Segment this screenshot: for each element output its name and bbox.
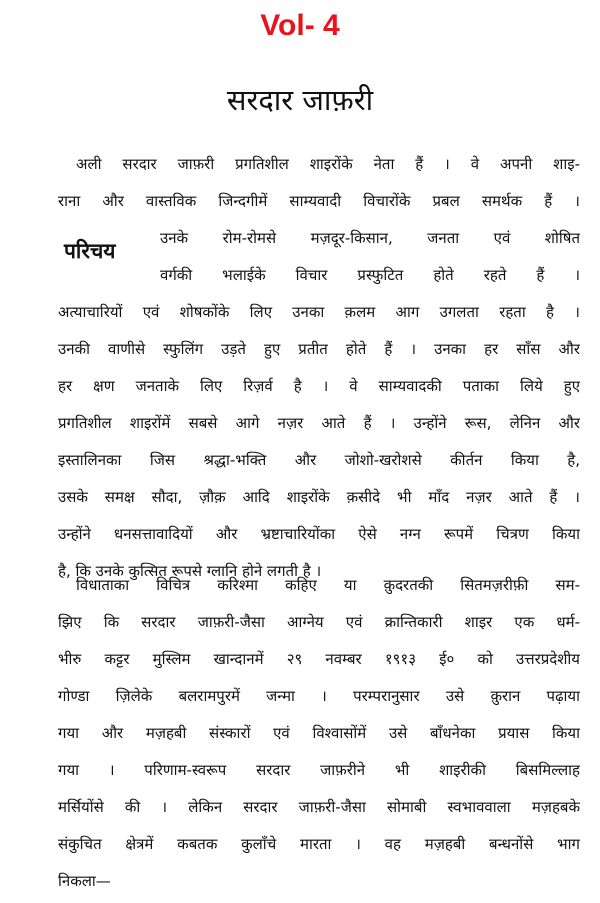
paragraph-2 <box>58 567 580 900</box>
paragraph-1-line: हर क्षण जनताके लिए रिज़र्व है । वे साम्यवादकी पताका लिये हुए <box>58 377 580 395</box>
paragraph-1-line: उनकी वाणीसे स्फुलिंग उड़ते हुए प्रतीत होते हैं । उनका हर साँस और <box>58 340 580 358</box>
paragraph-2-line: गया । परिणाम-स्वरूप सरदार जाफ़रीने भी शाइरीकी बिसमिल्लाह <box>58 761 580 779</box>
paragraph-1-line: वर्गकी भलाईके विचार प्रस्फुटित होते रहते हैं । <box>160 266 580 284</box>
paragraph-2-line: भीरु कट्टर मुस्लिम खान्दानमें २९ नवम्बर १९१३ ई० को उत्तरप्रदेशीय <box>58 650 580 668</box>
side-heading: परिचय <box>64 239 116 263</box>
paragraph-1-line: उसके समक्ष सौदा, ज़ौक़ आदि शाइरोंके क़सीदे भी माँद नज़र आते हैं । <box>58 488 580 506</box>
paragraph-1-line: उन्होंने धनसत्तावादियों और भ्रष्टाचारियोंका ऐसे नग्न रूपमें चित्रण किया <box>58 525 580 543</box>
paragraph-2-line: विधाताका विचित्र करिश्मा कहिए या क़ुदरतकी सितमज़रीफ़ी सम- <box>76 576 580 594</box>
paragraph-1 <box>58 146 580 590</box>
paragraph-1-line: राना और वास्तविक जिन्दगीमें साम्यवादी विचारोंके प्रबल समर्थक हैं । <box>58 192 580 210</box>
paragraph-1-line: अली सरदार जाफ़री प्रगतिशील शाइरोंके नेता हैं । वे अपनी शाइ- <box>76 155 580 173</box>
paragraph-2-line: निकला— <box>58 872 111 890</box>
volume-label: Vol- 4 <box>260 9 340 42</box>
paragraph-2-line: गया और मज़हबी संस्कारों एवं विश्वासोंमें उसे बाँधनेका प्रयास किया <box>58 724 580 742</box>
paragraph-1-line: प्रगतिशील शाइरोंमें सबसे आगे नज़र आते हैं । उन्होंने रूस, लेनिन और <box>58 414 580 432</box>
paragraph-1-line: है, कि उनके कुत्सित रूपसे ग्लानि होने लगती है । <box>58 562 322 580</box>
chapter-title: सरदार जाफ़री <box>226 83 374 117</box>
paragraph-1-line: उनके रोम-रोमसे मज़दूर-किसान, जनता एवं शोषित <box>160 229 580 247</box>
paragraph-2-line: झिए कि सरदार जाफ़री-जैसा आग्नेय एवं क्रान्तिकारी शाइर एक धर्म- <box>58 613 580 631</box>
paragraph-2-line: गोण्डा ज़िलेके बलरामपुरमें जन्मा । परम्परानुसार उसे क़ुरान पढ़ाया <box>58 687 580 705</box>
paragraph-1-line: अत्याचारियों एवं शोषकोंके लिए उनका क़लम आग उगलता रहता है । <box>58 303 580 321</box>
paragraph-2-line: मर्सियोंसे की । लेकिन सरदार जाफ़री-जैसा सोमाबी स्वभाववाला मज़हबके <box>58 798 580 816</box>
paragraph-1-line: इस्तालिनका जिस श्रद्धा-भक्ति और जोशो-खरोशसे कीर्तन किया है, <box>58 451 580 469</box>
paragraph-2-line: संकुचित क्षेत्रमें कबतक कुलाँचे मारता । वह मज़हबी बन्धनोंसे भाग <box>58 835 580 853</box>
